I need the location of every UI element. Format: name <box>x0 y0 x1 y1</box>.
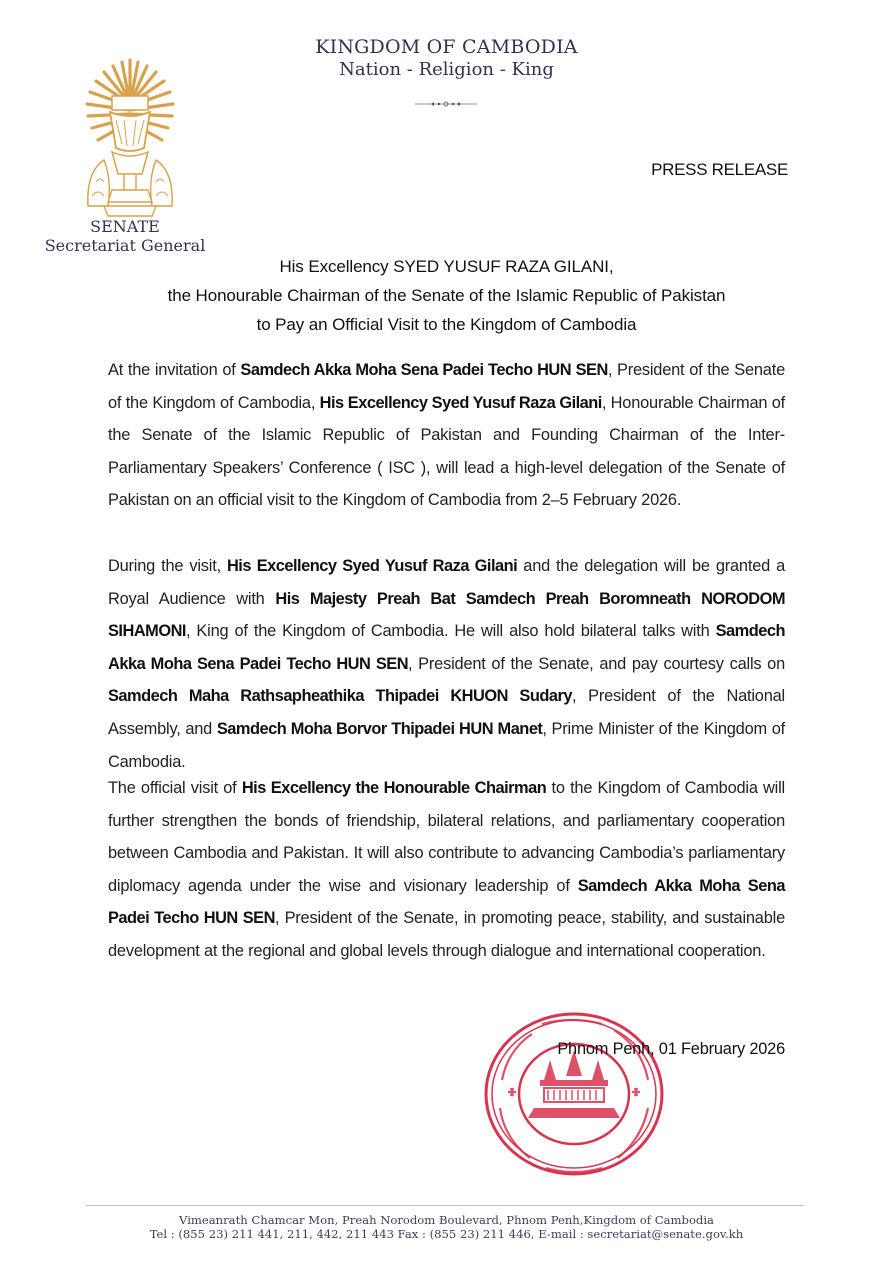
press-release-headline <box>0 252 893 339</box>
bold-name: His Excellency the Honourable Chairman <box>241 779 547 797</box>
headline-line-2: the Honourable Chairman of the Senate of the Islamic Republic of Pakistan <box>167 286 726 305</box>
footer-address: Vimeanrath Chamcar Mon, Preah Norodom Boulevard, Phnom Penh,Kingdom of Cambodia <box>179 1213 714 1227</box>
text-run: , President of the Senate, in promoting peace, stability, and sustainable development at the regional and global levels through dialogue and international cooperation. <box>108 909 786 960</box>
place-and-date: Phnom Penh, 01 February 2026 <box>557 1040 785 1058</box>
text-run: , President of the National Assembly, and <box>108 687 785 738</box>
text-run: , Honourable Chairman of the Senate of the Islamic Republic of Pakistan and Founding Chairman of the Inter-Parliamentary Speakers’ Conference ( ISC ), will lead a high-level delegation of the Senate of Pakistan on an official visit to the Kingdom of Cambodia from 2–5 February 2026. <box>108 393 785 510</box>
headline-line-3: to Pay an Official Visit to the Kingdom of Cambodia <box>256 315 637 334</box>
secretariat-general-name: Secretariat General <box>44 236 206 255</box>
footer-divider <box>86 1205 804 1206</box>
document-type-label: PRESS RELEASE <box>651 160 788 179</box>
senate-secretariat-label <box>30 218 220 255</box>
paragraph-visit-program <box>108 550 785 778</box>
text-run: to the Kingdom of Cambodia will further strengthen the bonds of friendship, bilateral relations, and parliamentary cooperation between Cambodia and Pakistan. It will also contribute to advancing Cambodia’s parliamentary diplomacy agenda under the wise and visionary leadership of <box>108 779 786 895</box>
text-run: At the invitation of <box>108 361 241 379</box>
text-run: , King of the Kingdom of Cambodia. He will also hold bilateral talks with <box>185 622 716 641</box>
text-run: , President of the Senate of the Kingdom of Cambodia, <box>108 361 785 412</box>
paragraph-invitation <box>108 354 785 517</box>
letterhead-footer <box>0 1213 893 1241</box>
footer-contact: Tel : (855 23) 211 441, 211, 442, 211 443 Fax : (855 23) 211 446, E-mail : secretariat@senate.gov.kh <box>149 1227 744 1241</box>
bold-name: His Excellency Syed Yusuf Raza Gilani <box>319 393 602 412</box>
official-seal-icon <box>482 1010 666 1178</box>
national-motto: Nation - Religion - King <box>339 59 554 80</box>
decorative-divider-icon <box>413 99 479 109</box>
bold-name: His Majesty Preah Bat Samdech Preah Boromneath NORODOM SIHAMONI <box>108 589 785 641</box>
text-run: The official visit of <box>108 779 242 797</box>
text-run: , Prime Minister of the Kingdom of Cambodia. <box>108 719 785 771</box>
senate-emblem-icon <box>82 56 178 226</box>
text-run: and the delegation will be granted a Royal Audience with <box>108 557 785 608</box>
bold-name: Samdech Akka Moha Sena Padei Techo HUN SEN <box>240 361 608 379</box>
senate-org-name: SENATE <box>90 217 160 236</box>
bold-name: Samdech Akka Moha Sena Padei Techo HUN SEN <box>108 876 785 928</box>
bold-name: His Excellency Syed Yusuf Raza Gilani <box>226 557 518 575</box>
kingdom-title: KINGDOM OF CAMBODIA <box>315 36 578 58</box>
text-run: During the visit, <box>108 557 227 575</box>
bold-name: Samdech Akka Moha Sena Padei Techo HUN SEN <box>108 622 785 673</box>
paragraph-significance <box>108 772 785 968</box>
bold-name: Samdech Moha Borvor Thipadei HUN Manet <box>216 719 543 738</box>
text-run: , President of the Senate, and pay courtesy calls on <box>408 654 785 673</box>
bold-name: Samdech Maha Rathsapheathika Thipadei KHUON Sudary <box>108 687 572 706</box>
headline-line-1: His Excellency SYED YUSUF RAZA GILANI, <box>279 257 614 276</box>
